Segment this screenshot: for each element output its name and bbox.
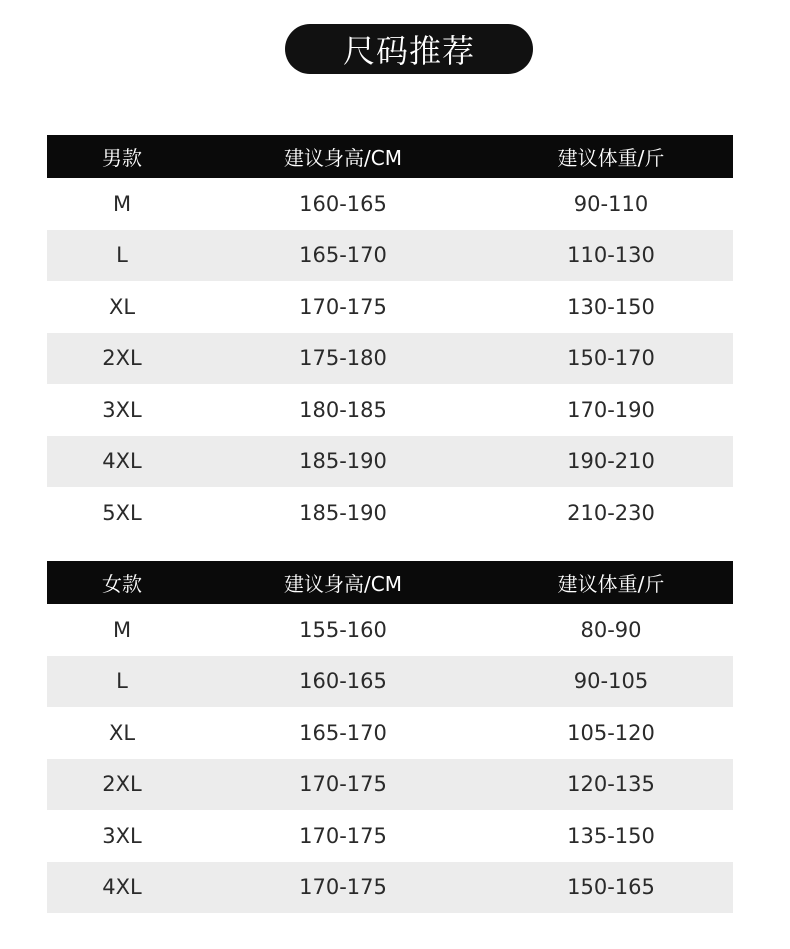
table-row xyxy=(47,810,733,862)
size-cell: M xyxy=(112,617,132,642)
table-header-row xyxy=(47,135,733,178)
height-cell: 185-190 xyxy=(299,449,387,474)
weight-cell: 80-90 xyxy=(580,617,642,642)
height-cell: 170-175 xyxy=(299,294,387,319)
size-cell: 3XL xyxy=(102,823,142,848)
height-cell: 175-180 xyxy=(299,346,387,371)
table-row xyxy=(47,178,733,230)
height-cell: 155-160 xyxy=(299,617,387,642)
weight-cell: 110-130 xyxy=(567,243,655,268)
table-row xyxy=(47,604,733,656)
height-cell: 160-165 xyxy=(299,191,387,216)
size-cell: 3XL xyxy=(102,397,142,422)
table-row xyxy=(47,333,733,385)
size-cell: L xyxy=(116,669,128,694)
weight-cell: 150-165 xyxy=(567,875,655,900)
size-cell: 5XL xyxy=(102,500,142,525)
size-cell: 4XL xyxy=(102,875,142,900)
size-cell: XL xyxy=(108,720,136,745)
weight-cell: 105-120 xyxy=(567,720,655,745)
header-gender: 女款 xyxy=(102,572,142,596)
height-cell: 170-175 xyxy=(299,875,387,900)
header-height: 建议身高/CM xyxy=(284,146,402,170)
weight-cell: 170-190 xyxy=(567,397,655,422)
height-cell: 160-165 xyxy=(299,669,387,694)
weight-cell: 150-170 xyxy=(567,346,655,371)
size-cell: 2XL xyxy=(102,346,142,371)
table-row xyxy=(47,759,733,811)
height-cell: 165-170 xyxy=(299,243,387,268)
table-header-row xyxy=(47,561,733,604)
weight-cell: 190-210 xyxy=(567,449,655,474)
table-row xyxy=(47,281,733,333)
height-cell: 170-175 xyxy=(299,772,387,797)
weight-cell: 120-135 xyxy=(567,772,655,797)
header-weight: 建议体重/斤 xyxy=(557,146,665,170)
height-cell: 165-170 xyxy=(299,720,387,745)
size-cell: M xyxy=(112,191,132,216)
page-title: 尺码推荐 xyxy=(285,24,533,74)
weight-cell: 90-110 xyxy=(573,191,649,216)
table-row xyxy=(47,656,733,708)
weight-cell: 90-105 xyxy=(573,669,649,694)
weight-cell: 210-230 xyxy=(567,500,655,525)
size-cell: 4XL xyxy=(102,449,142,474)
table-row xyxy=(47,384,733,436)
women-size-table xyxy=(47,561,733,913)
weight-cell: 130-150 xyxy=(567,294,655,319)
height-cell: 185-190 xyxy=(299,500,387,525)
height-cell: 170-175 xyxy=(299,823,387,848)
header-height: 建议身高/CM xyxy=(284,572,402,596)
table-row xyxy=(47,707,733,759)
size-cell: 2XL xyxy=(102,772,142,797)
header-gender: 男款 xyxy=(102,146,142,170)
men-size-table xyxy=(47,135,733,539)
height-cell: 180-185 xyxy=(299,397,387,422)
table-row xyxy=(47,230,733,282)
weight-cell: 135-150 xyxy=(567,823,655,848)
table-row xyxy=(47,862,733,914)
table-row xyxy=(47,436,733,488)
table-row xyxy=(47,487,733,539)
size-cell: XL xyxy=(108,294,136,319)
size-cell: L xyxy=(116,243,128,268)
header-weight: 建议体重/斤 xyxy=(557,572,665,596)
